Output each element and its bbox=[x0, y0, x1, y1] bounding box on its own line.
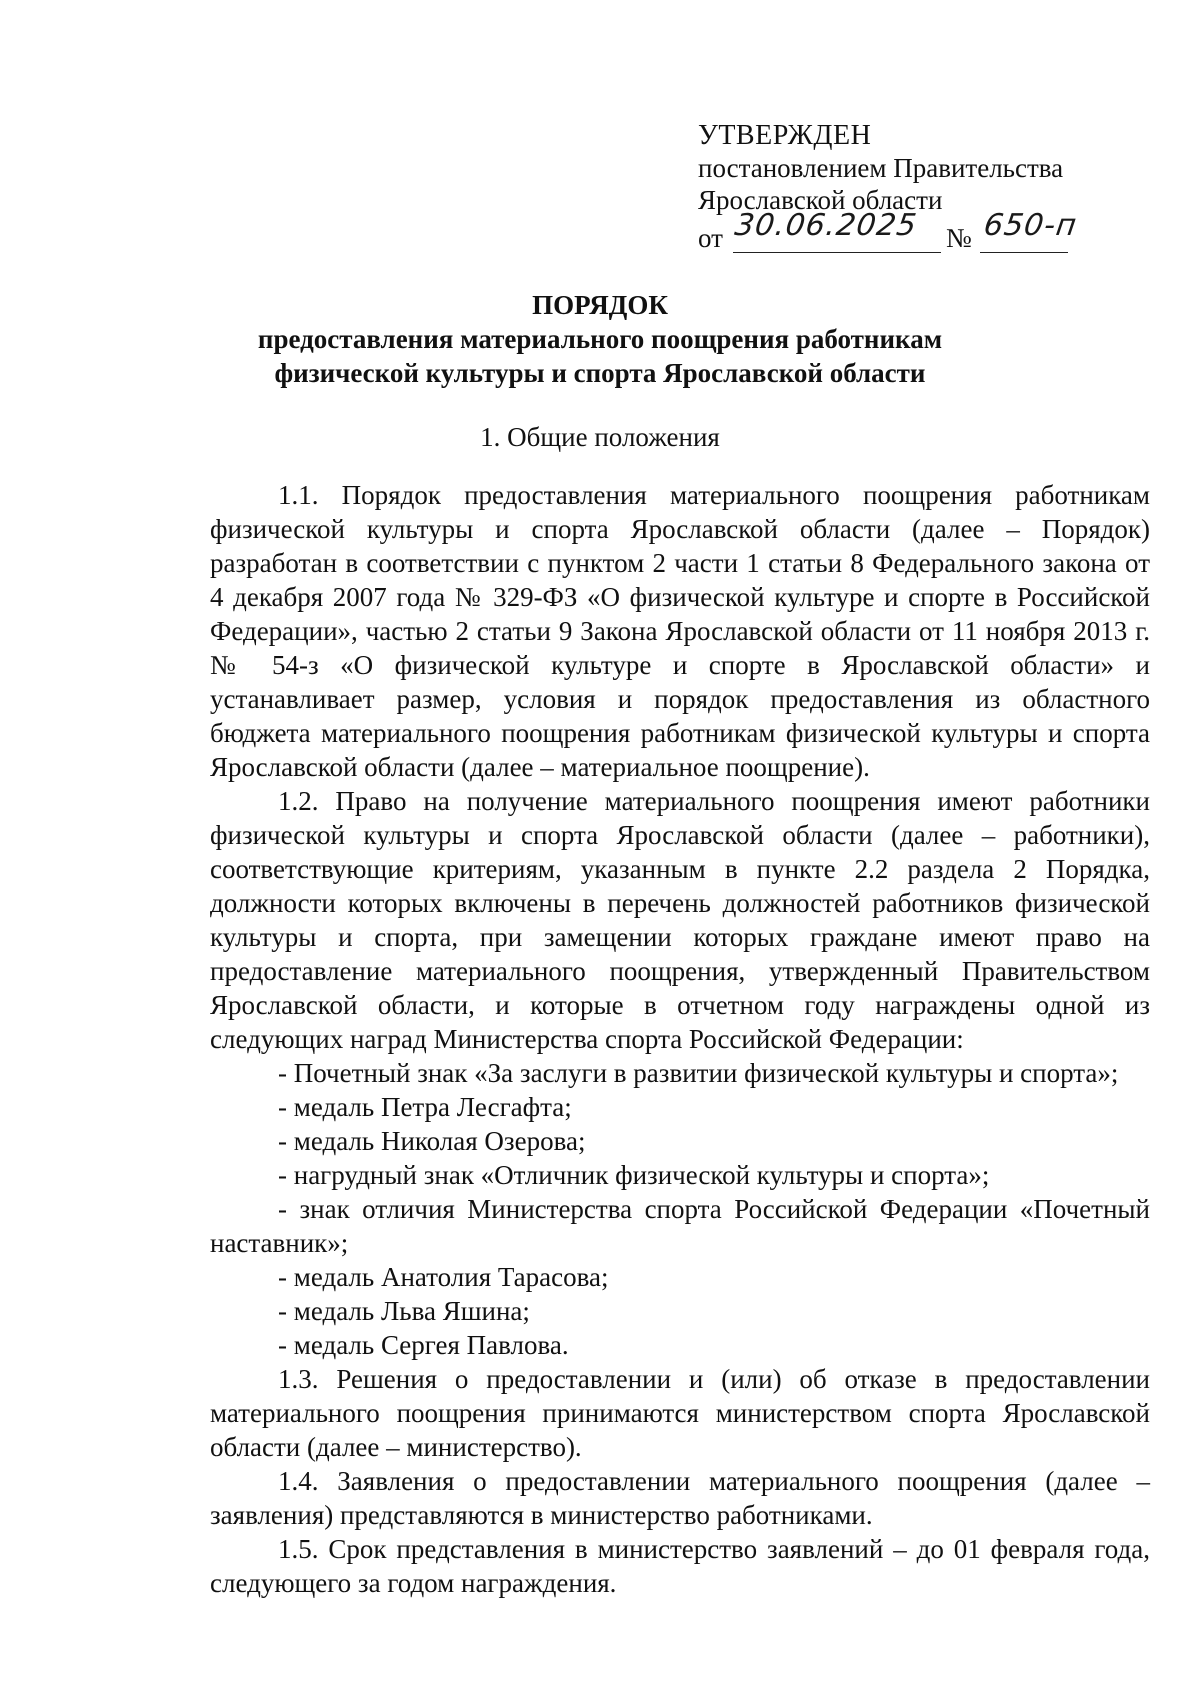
handwritten-date: 30.06.2025 bbox=[732, 208, 920, 243]
award-item: - медаль Сергея Павлова. bbox=[278, 1330, 569, 1360]
approval-line-2: Ярославской области bbox=[698, 185, 943, 215]
paragraph-1-5: 1.5. Срок представления в министерство заявлений – до 01 февраля года, следующего за годом награждения. bbox=[210, 1534, 1150, 1598]
document-body bbox=[210, 478, 1150, 1600]
award-item: - Почетный знак «За заслуги в развитии физической культуры и спорта»; bbox=[278, 1058, 1119, 1088]
document-title: ПОРЯДОК bbox=[532, 290, 668, 320]
award-item: - медаль Николая Озерова; bbox=[278, 1126, 586, 1156]
award-item: - знак отличия Министерства спорта Российской Федерации «Почетный наставник»; bbox=[210, 1194, 1150, 1258]
approval-date-line bbox=[698, 208, 1168, 256]
award-item: - медаль Анатолия Тарасова; bbox=[278, 1262, 609, 1292]
number-label: № bbox=[946, 223, 972, 253]
award-item: - медаль Петра Лесгафта; bbox=[278, 1092, 572, 1122]
paragraph-1-4: 1.4. Заявления о предоставлении материального поощрения (далее – заявления) представляются в министерство работниками. bbox=[210, 1466, 1150, 1530]
approval-stamp-block bbox=[698, 120, 1168, 256]
award-item: - медаль Льва Яшина; bbox=[278, 1296, 530, 1326]
number-field bbox=[980, 208, 1080, 253]
section-heading: 1. Общие положения bbox=[480, 422, 720, 452]
date-field bbox=[732, 208, 941, 253]
approval-title: УТВЕРЖДЕН bbox=[698, 120, 872, 151]
award-item: - нагрудный знак «Отличник физической культуры и спорта»; bbox=[278, 1160, 990, 1190]
paragraph-1-3: 1.3. Решения о предоставлении и (или) об отказе в предоставлении материального поощрения принимаются министерством спорта Ярославской области (далее – министерство). bbox=[210, 1364, 1150, 1462]
date-prefix-label: от bbox=[698, 223, 723, 253]
document-subtitle: предоставления материального поощрения работникам физической культуры и спорта Ярославской области bbox=[257, 324, 943, 388]
handwritten-number: 650-п bbox=[981, 208, 1080, 243]
paragraph-1-1: 1.1. Порядок предоставления материального поощрения работникам физической культуры и спорта Ярославской области (далее – Порядок) разработан в соответствии с пунктом 2 части 1 статьи 8 Федерального закона от 4 декабря 2007 года № 329-ФЗ «О физической культуре и спорте в Российской Федерации», частью 2 статьи 9 Закона Ярославской области от 11 ноября 2013 г. № 54-з «О физической культуре и спорте в Ярославской области» и устанавливает размер, условия и порядок предоставления из областного бюджета материального поощрения работникам физической культуры и спорта Ярославской области (далее – материальное поощрение). bbox=[210, 480, 1150, 782]
approval-line-1: постановлением Правительства bbox=[698, 153, 1064, 183]
paragraph-1-2: 1.2. Право на получение материального поощрения имеют работники физической культуры и спорта Ярославской области (далее – работники), соответствующие критериям, указанным в пункте 2.2 раздела 2 Порядка, должности которых включены в перечень должностей работников физической культуры и спорта, при замещении которых граждане имеют право на предоставление материального поощрения, утвержденный Правительством Ярославской области, и которые в отчетном году награждены одной из следующих наград Министерства спорта Российской Федерации: bbox=[210, 786, 1150, 1054]
